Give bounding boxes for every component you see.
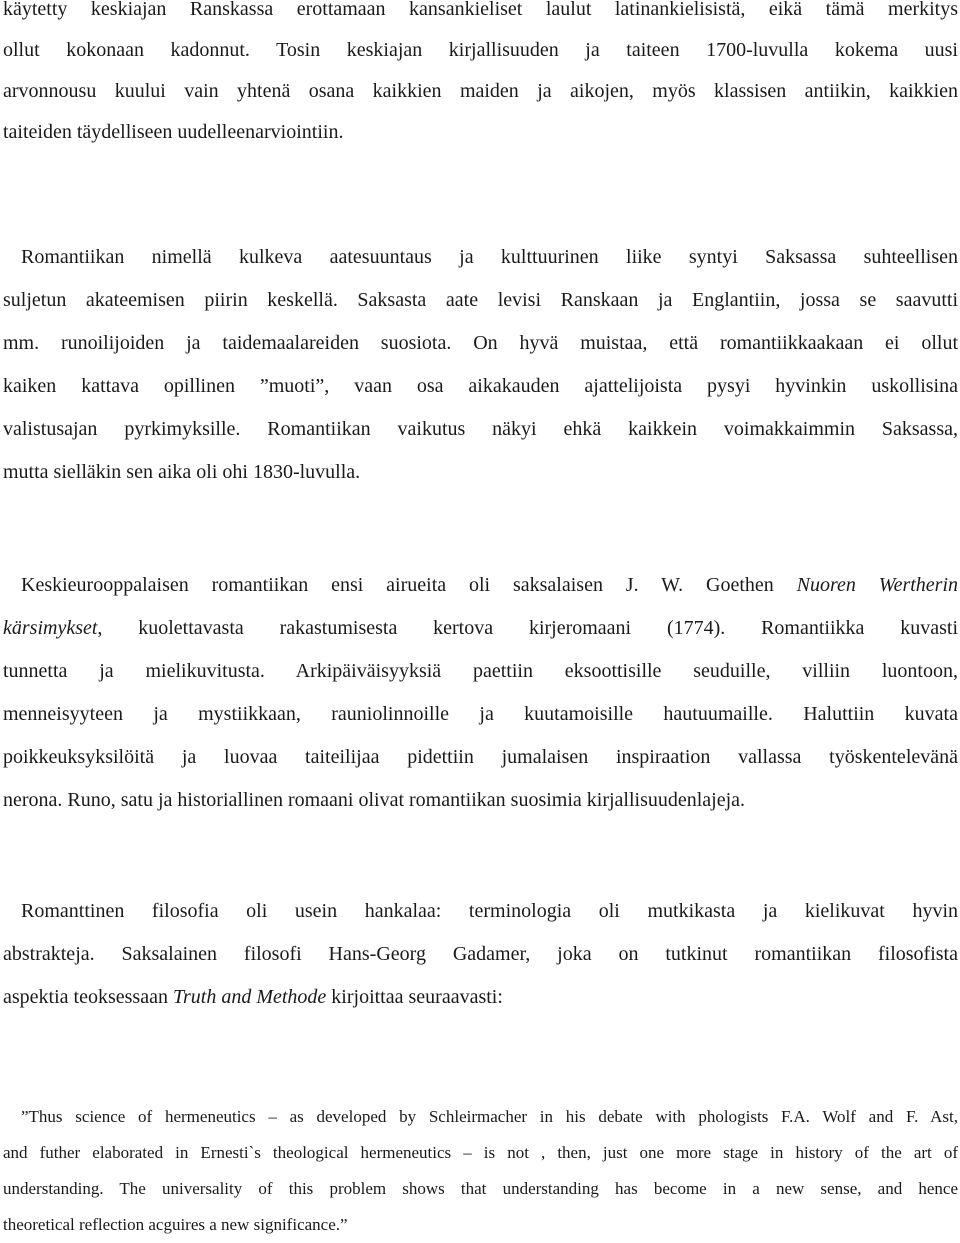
- text-line: menneisyyteen ja mystiikkaan, rauniolinnoille ja kuutamoisille hautuumaille. Haluttiin kuvata: [3, 703, 958, 725]
- text-line: suljetun akateemisen piirin keskellä. Saksasta aate levisi Ranskaan ja Englantiin, jossa se saavutti: [3, 289, 958, 311]
- text-segment: aspektia teoksessaan: [3, 986, 173, 1008]
- paragraph-4: [3, 890, 958, 1019]
- text-line: [3, 607, 958, 650]
- quote-line: understanding. The universality of this problem shows that understanding has become in a new sense, and hence: [3, 1179, 958, 1198]
- paragraph-3: [3, 564, 958, 822]
- text-line: [3, 976, 958, 1019]
- text-line: Romantiikan nimellä kulkeva aatesuuntaus ja kulttuurinen liike syntyi Saksassa suhteellisen: [21, 246, 958, 268]
- text-line: mutta sielläkin sen aika oli ohi 1830-luvulla.: [3, 461, 361, 483]
- text-line: käytetty keskiajan Ranskassa erottamaan kansankieliset laulut latinankielisistä, eikä tämä merkitys: [3, 0, 958, 20]
- quote-line: and futher elaborated in Ernesti`s theological hermeneutics – is not , then, just one more stage in history of the art of: [3, 1143, 958, 1162]
- block-quote: [3, 1099, 958, 1243]
- quote-line: theoretical reflection acguires a new significance.”: [3, 1215, 348, 1234]
- text-line: ollut kokonaan kadonnut. Tosin keskiajan kirjallisuuden ja taiteen 1700-luvulla kokema uusi: [3, 39, 958, 61]
- book-title: kärsimykset: [3, 617, 98, 639]
- paragraph-1: [3, 0, 958, 153]
- quote-line: ”Thus science of hermeneutics – as developed by Schleirmacher in his debate with phologists F.A. Wolf and F. Ast,: [21, 1107, 958, 1126]
- book-title: Truth and Methode: [172, 986, 327, 1008]
- text-line: Romanttinen filosofia oli usein hankalaa: terminologia oli mutkikasta ja kielikuvat hyvin: [21, 900, 958, 922]
- paragraph-2: [3, 236, 958, 494]
- text-line: tunnetta ja mielikuvitusta. Arkipäiväisyyksiä paettiin eksoottisille seuduille, villiin luontoon,: [3, 660, 958, 682]
- book-title: Nuoren Wertherin: [796, 574, 959, 596]
- text-line: poikkeuksyksilöitä ja luovaa taiteilijaa pidettiin jumalaisen inspiraation vallassa työskentelevänä: [3, 746, 958, 768]
- text-line: [3, 564, 958, 607]
- text-line: kaiken kattava opillinen ”muoti”, vaan osa aikakauden ajattelijoista pysyi hyvinkin uskollisina: [3, 375, 958, 397]
- text-line: abstrakteja. Saksalainen filosofi Hans-Georg Gadamer, joka on tutkinut romantiikan filosofista: [3, 943, 958, 965]
- text-line: taiteiden täydelliseen uudelleenarviointiin.: [3, 121, 344, 143]
- text-line: arvonnousu kuului vain yhtenä osana kaikkien maiden ja aikojen, myös klassisen antiikin, kaikkien: [3, 80, 958, 102]
- text-line: valistusajan pyrkimyksille. Romantiikan vaikutus näkyi ehkä kaikkein voimakkaimmin Saksassa,: [3, 418, 958, 440]
- text-segment: , kuolettavasta rakastumisesta kertova kirjeromaani (1774). Romantiikka kuvasti: [97, 617, 958, 639]
- text-segment: Keskieurooppalaisen romantiikan ensi airueita oli saksalaisen J. W. Goethen: [21, 574, 797, 596]
- text-segment: kirjoittaa seuraavasti:: [326, 986, 503, 1008]
- text-line: mm. runoilijoiden ja taidemaalareiden suosiota. On hyvä muistaa, että romantiikkaakaan ei ollut: [3, 332, 958, 354]
- text-line: nerona. Runo, satu ja historiallinen romaani olivat romantiikan suosimia kirjallisuudenlajeja.: [3, 789, 746, 811]
